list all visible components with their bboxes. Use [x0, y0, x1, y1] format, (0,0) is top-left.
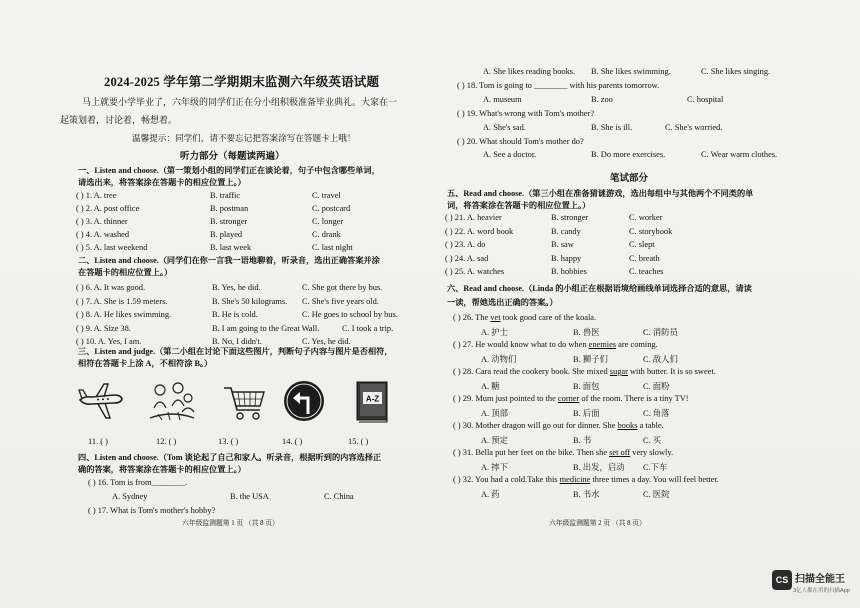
question-text: very slowly.	[630, 448, 674, 457]
question-text: ( ) 32. You had a cold.Take this	[453, 475, 560, 484]
question-7-option-b: B. She's 50 kilograms.	[212, 296, 288, 306]
question-row-7: ( ) 7. A. She is 1.59 meters.	[76, 296, 168, 306]
question-25-option-c: C. teaches	[629, 267, 664, 276]
question-2-option-c: C. postcard	[312, 204, 351, 213]
question-row-6: ( ) 6. A. It was good.	[76, 283, 146, 292]
question-32-option-b: B. 书水	[573, 490, 600, 499]
section-6-heading: 六、Read and choose.（Linda 的小组正在根据语境给画线单词选择合适的意思，请读	[447, 284, 752, 293]
written-header: 笔试部分	[610, 174, 649, 184]
section-1-heading: 一、Listen and choose.（第一策划小组的同学们正在谈论着，句子中包含哪些单词，	[78, 166, 380, 175]
page-2-footer: 六年级监测题第 2 页 （共 8 页）	[549, 520, 646, 527]
question-5-option-c: C. last night	[312, 243, 353, 252]
q20-option-b: B. Do more exercises.	[591, 150, 666, 159]
q18-option-b: B. zoo	[591, 95, 613, 104]
question-30-option-a: A. 预定	[481, 436, 508, 445]
question-21-option-c: C. worker	[629, 213, 663, 222]
section-2-heading: 二、Listen and choose.（同学们在你一言我一语地聊着，听录音，选出正确答案并涂	[78, 256, 380, 265]
section-1-heading-2: 请选出来，将答案涂在答题卡的相应位置上。）	[78, 178, 246, 187]
section-5-heading: 五、Read and choose.（第三小组在准备猜谜游戏，选出每组中与其他两个不同类的单	[447, 189, 754, 198]
question-10-option-c: C. Yes, he did.	[302, 337, 351, 346]
question-row-29	[453, 394, 689, 403]
question-30-option-b: B. 书	[573, 436, 592, 445]
question-text: with butter. It is so sweet.	[627, 367, 716, 376]
underlined-word: set off	[609, 448, 631, 457]
shopping-cart-icon	[220, 378, 268, 424]
question-text: three times a day. You will feel better.	[590, 475, 719, 484]
question-27-option-c: C. 敌人们	[643, 355, 678, 364]
question-row-1: ( ) 1. A. tree	[76, 191, 117, 200]
question-1-option-b: B. traffic	[210, 191, 241, 200]
question-text: ( ) 28. Cara read the cookery book. She mixed	[453, 367, 610, 376]
section-3-heading-2: 相符在答题卡上涂 A，不相符涂 B。）	[78, 359, 213, 368]
question-26-option-b: B. 兽医	[573, 328, 600, 337]
question-5-option-b: B. last week	[210, 243, 252, 252]
scanner-app-tagline: 3亿人都在用的扫描App	[793, 588, 850, 594]
question-22-option-b: B. candy	[551, 226, 581, 236]
q16-option-a: A. Sydney	[112, 492, 148, 501]
underlined-word: vet	[490, 313, 501, 322]
question-31-option-c: C.下车	[643, 463, 668, 472]
question-6-option-b: B. Yes, he did.	[212, 283, 261, 292]
question-text: ( ) 30. Mother dragon will go out for dinner. She	[453, 421, 618, 430]
exam-title: 2024-2025 学年第二学期期末监测六年级英语试题	[104, 75, 380, 89]
question-6-option-c: C. She got there by bus.	[302, 283, 383, 292]
q17-option-c: C. She likes singing.	[701, 67, 771, 76]
question-2-option-b: B. postman	[210, 204, 249, 213]
underlined-word: enemies	[588, 340, 617, 349]
question-9-option-b: B. I am going to the Great Wall.	[212, 323, 320, 333]
tip-line: 温馨提示：同学们，请不要忘记把答案涂写在答题卡上哦！	[132, 133, 356, 143]
page-1	[60, 0, 465, 608]
question-text: ( ) 26. The	[453, 313, 491, 322]
question-text: ( ) 27. He would know what to do when	[453, 340, 589, 349]
question-row-26	[453, 313, 596, 322]
section-6-heading-2: 一读，帮她选出正确的答案。）	[447, 298, 558, 307]
section-2-heading-2: 在答题卡的相应位置上。）	[78, 268, 173, 277]
underlined-word: books	[617, 421, 638, 430]
question-25-option-b: B. hobbies	[551, 267, 587, 276]
judge-answer-11: 11. ( )	[88, 437, 108, 446]
question-32-option-c: C. 医院	[643, 490, 670, 499]
question-28-option-c: C. 面粉	[643, 382, 670, 391]
question-row-2: ( ) 2. A. post office	[76, 204, 140, 213]
question-7-option-c: C. She's five years old.	[302, 296, 379, 306]
q19-option-a: A. She's sad.	[483, 123, 526, 132]
question-row-8: ( ) 8. A. He likes swimming.	[76, 310, 172, 319]
underlined-word: sugar	[609, 367, 628, 376]
q18-option-c: C. hospital	[687, 95, 724, 104]
question-4-option-b: B. played	[210, 230, 243, 239]
q19-option-b: B. She is ill.	[591, 123, 633, 132]
question-row-31	[453, 448, 673, 457]
q16-option-b: B. the USA	[230, 492, 269, 501]
question-row-5: ( ) 5. A. last weekend	[76, 243, 148, 252]
question-30-option-c: C. 买	[643, 436, 662, 445]
question-row-4: ( ) 4. A. washed	[76, 230, 130, 239]
question-9-option-c: C. I took a trip.	[342, 323, 394, 333]
question-31-option-b: B. 出发，启动	[573, 463, 625, 472]
judge-answer-12: 12. ( )	[156, 437, 177, 446]
question-text: took good care of the koala.	[500, 313, 597, 322]
question-16: ( ) 16. Tom is from________.	[88, 478, 188, 487]
question-text: are coming.	[616, 340, 658, 349]
question-19: ( ) 19. What's wrong with Tom's mother?	[457, 109, 595, 118]
question-1-option-c: C. travel	[312, 191, 341, 200]
question-3-option-c: C. longer	[312, 217, 344, 226]
page-1-footer: 六年级监测题第 1 页 （共 8 页）	[182, 520, 279, 527]
question-10-option-b: B. No, I didn't.	[212, 337, 262, 346]
underlined-word: corner	[557, 394, 580, 403]
underlined-word: medicine	[559, 475, 591, 484]
svg-text:A-Z: A-Z	[365, 394, 380, 404]
question-24-option-b: B. happy	[551, 253, 582, 263]
q16-option-c: C. China	[324, 492, 354, 501]
question-29-option-a: A. 顶部	[481, 409, 508, 418]
question-27-option-b: B. 狮子们	[573, 355, 608, 364]
scanner-app-name: 扫描全能王	[795, 574, 845, 585]
question-26-option-a: A. 护士	[481, 328, 508, 337]
question-31-option-a: A. 摔下	[481, 463, 508, 472]
question-text: of the room. There is a tiny TV!	[579, 394, 689, 403]
question-24-option-c: C. breath	[629, 253, 660, 263]
dictionary-icon	[348, 378, 396, 424]
question-row-22: ( ) 22. A. word book	[445, 226, 514, 236]
question-20: ( ) 20. What should Tom's mother do?	[457, 137, 584, 146]
q17-option-a: A. She likes reading books.	[483, 67, 576, 76]
question-text: ( ) 31. Bella put her feet on the bike. Then she	[453, 448, 610, 457]
question-row-27	[453, 340, 658, 349]
turn-left-sign-icon	[280, 378, 328, 424]
intro-line-1: 马上就要小学毕业了，六年级的同学们正在分小组积极准备毕业典礼。大家在一	[82, 97, 398, 107]
question-row-10: ( ) 10. A. Yes, I am.	[76, 337, 142, 346]
question-text: a table.	[637, 421, 664, 430]
question-17: ( ) 17. What is Tom's mother's hobby?	[88, 506, 216, 515]
question-23-option-c: C. slept	[629, 240, 655, 249]
scanner-logo-icon: CS	[772, 570, 792, 590]
question-18: ( ) 18. Tom is going to ________ with his parents tomorrow.	[457, 81, 660, 90]
question-row-32	[453, 475, 719, 484]
question-28-option-a: A. 糖	[481, 382, 500, 391]
family-picnic-icon	[148, 378, 196, 424]
question-row-3: ( ) 3. A. thinner	[76, 217, 128, 226]
question-26-option-c: C. 消防员	[643, 328, 678, 337]
section-5-heading-2: 词，将答案涂在答题卡的相应位置上。）	[447, 201, 591, 210]
judge-answer-14: 14. ( )	[282, 437, 303, 446]
q17-option-b: B. She likes swimming.	[591, 67, 671, 76]
q20-option-a: A. See a doctor.	[483, 150, 537, 159]
section-3-heading: 三、Listen and judge.（第二小组在讨论下面这些图片，判断句子内容与图片是否相符，	[78, 347, 393, 356]
question-22-option-c: C. storybook	[629, 226, 673, 236]
question-row-25: ( ) 25. A. watches	[445, 267, 505, 276]
question-3-option-b: B. stronger	[210, 217, 248, 226]
page-2	[445, 0, 850, 608]
question-row-30	[453, 421, 664, 430]
question-text: ( ) 29. Mum just pointed to the	[453, 394, 558, 403]
question-21-option-b: B. stronger	[551, 213, 589, 222]
section-4-heading-2: 确的答案，将答案涂在答题卡的相应位置上。）	[78, 465, 246, 474]
q20-option-c: C. Wear warm clothes.	[701, 150, 778, 159]
question-23-option-b: B. saw	[551, 240, 574, 249]
q18-option-a: A. museum	[483, 95, 522, 104]
section-4-heading: 四、Listen and choose.（Tom 谈论起了自己和家人。听录音，根据听到的内容选择正	[78, 453, 382, 462]
intro-line-2: 起策划着，讨论着，畅想着。	[60, 115, 178, 125]
question-29-option-b: B. 后面	[573, 409, 600, 418]
question-28-option-b: B. 面包	[573, 382, 600, 391]
question-32-option-a: A. 药	[481, 490, 500, 499]
question-row-28	[453, 367, 716, 376]
airplane-icon	[76, 378, 124, 424]
q19-option-c: C. She's worried.	[665, 123, 723, 132]
judge-answer-15: 15. ( )	[348, 437, 369, 446]
listening-header: 听力部分（每题读两遍）	[180, 152, 285, 162]
question-8-option-b: B. He is cold.	[212, 310, 258, 319]
question-row-21: ( ) 21. A. heavier	[445, 213, 502, 222]
judge-answer-13: 13. ( )	[218, 437, 239, 446]
question-4-option-c: C. drank	[312, 230, 341, 239]
question-27-option-a: A. 动物们	[481, 355, 517, 364]
question-row-9: ( ) 9. A. Size 38.	[76, 323, 131, 333]
question-row-23: ( ) 23. A. do	[445, 240, 486, 249]
question-8-option-c: C. He goes to school by bus.	[302, 310, 398, 319]
question-29-option-c: C. 角落	[643, 409, 670, 418]
question-row-24: ( ) 24. A. sad	[445, 253, 489, 263]
